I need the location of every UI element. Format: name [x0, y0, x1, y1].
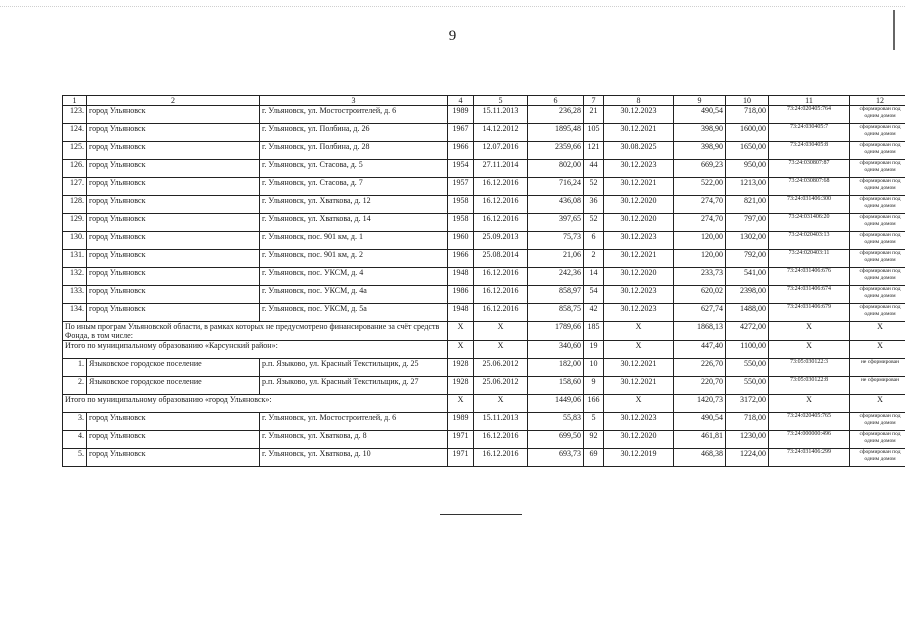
- land-area-cell: 1488,00: [726, 304, 769, 322]
- municipality-cell: Языковское городское поселение: [87, 377, 260, 395]
- cadastral-number-cell: 73:05:030122:8: [769, 377, 850, 395]
- header-cell: 10: [726, 96, 769, 106]
- row-number-cell: 4.: [63, 431, 87, 449]
- address-cell: г. Ульяновск, пос. 901 км, д. 2: [260, 250, 448, 268]
- municipality-cell: город Ульяновск: [87, 232, 260, 250]
- year-cell: 1960: [448, 232, 474, 250]
- address-cell: г. Ульяновск, ул. Хваткова, д. 10: [260, 449, 448, 467]
- cadastral-number-cell: X: [769, 341, 850, 359]
- deadline-cell: X: [604, 341, 674, 359]
- year-cell: 1989: [448, 413, 474, 431]
- deadline-cell: 30.12.2021: [604, 124, 674, 142]
- date-cell: 25.08.2014: [474, 250, 528, 268]
- date-cell: X: [474, 341, 528, 359]
- year-cell: 1958: [448, 214, 474, 232]
- deadline-cell: 30.12.2023: [604, 413, 674, 431]
- year-cell: 1958: [448, 196, 474, 214]
- table-row: [63, 431, 905, 449]
- year-cell: 1966: [448, 142, 474, 160]
- row-number-cell: 132.: [63, 268, 87, 286]
- header-cell: 7: [584, 96, 604, 106]
- area-cell: 340,60: [528, 341, 584, 359]
- land-area-cell: 4272,00: [726, 322, 769, 341]
- year-cell: 1957: [448, 178, 474, 196]
- year-cell: 1971: [448, 449, 474, 467]
- land-status-cell: сформирован под одним домом: [850, 142, 905, 160]
- land-area-cell: 797,00: [726, 214, 769, 232]
- year-cell: 1928: [448, 359, 474, 377]
- deadline-cell: 30.12.2020: [604, 196, 674, 214]
- table-row: [63, 359, 905, 377]
- address-cell: р.п. Языково, ул. Красный Текстильщик, д. 27: [260, 377, 448, 395]
- row-number-cell: 124.: [63, 124, 87, 142]
- value-cell: 522,00: [674, 178, 726, 196]
- value-cell: 620,02: [674, 286, 726, 304]
- deadline-cell: 30.12.2021: [604, 178, 674, 196]
- municipality-cell: город Ульяновск: [87, 214, 260, 232]
- date-cell: 15.11.2013: [474, 106, 528, 124]
- table-row: [63, 214, 905, 232]
- area-cell: 242,36: [528, 268, 584, 286]
- cadastral-number-cell: 73:24:030807:87: [769, 160, 850, 178]
- header-cell: 2: [87, 96, 260, 106]
- residents-cell: 42: [584, 304, 604, 322]
- cadastral-number-cell: 73:05:030122:3: [769, 359, 850, 377]
- row-number-cell: 133.: [63, 286, 87, 304]
- area-cell: 693,73: [528, 449, 584, 467]
- table-row: [63, 250, 905, 268]
- land-status-cell: сформирован под одним домом: [850, 214, 905, 232]
- area-cell: 1895,48: [528, 124, 584, 142]
- date-cell: 16.12.2016: [474, 286, 528, 304]
- address-cell: г. Ульяновск, ул. Хваткова, д. 14: [260, 214, 448, 232]
- land-area-cell: 1213,00: [726, 178, 769, 196]
- deadline-cell: 30.12.2020: [604, 431, 674, 449]
- address-cell: г. Ульяновск, пос. 901 км, д. 1: [260, 232, 448, 250]
- residents-cell: 166: [584, 395, 604, 413]
- value-cell: 461,81: [674, 431, 726, 449]
- table-row: [63, 377, 905, 395]
- area-cell: 1789,66: [528, 322, 584, 341]
- cadastral-number-cell: 73:24:000000:496: [769, 431, 850, 449]
- address-cell: г. Ульяновск, ул. Хваткова, д. 8: [260, 431, 448, 449]
- land-area-cell: 550,00: [726, 377, 769, 395]
- value-cell: 274,70: [674, 214, 726, 232]
- row-number-cell: 127.: [63, 178, 87, 196]
- value-cell: 447,40: [674, 341, 726, 359]
- deadline-cell: 30.12.2021: [604, 359, 674, 377]
- value-cell: 627,74: [674, 304, 726, 322]
- land-status-cell: X: [850, 341, 905, 359]
- address-cell: г. Ульяновск, ул. Стасова, д. 5: [260, 160, 448, 178]
- area-cell: 182,00: [528, 359, 584, 377]
- municipality-cell: город Ульяновск: [87, 106, 260, 124]
- year-cell: 1967: [448, 124, 474, 142]
- summary-row: [63, 322, 905, 341]
- deadline-cell: 30.08.2025: [604, 142, 674, 160]
- row-number-cell: 128.: [63, 196, 87, 214]
- area-cell: 75,73: [528, 232, 584, 250]
- land-status-cell: сформирован под одним домом: [850, 160, 905, 178]
- summary-row: [63, 395, 905, 413]
- table-row: [63, 413, 905, 431]
- address-cell: г. Ульяновск, ул. Мостостроителей, д. 6: [260, 413, 448, 431]
- date-cell: 16.12.2016: [474, 304, 528, 322]
- residents-cell: 10: [584, 359, 604, 377]
- year-cell: 1954: [448, 160, 474, 178]
- deadline-cell: 30.12.2023: [604, 286, 674, 304]
- table-row: [63, 449, 905, 467]
- address-cell: г. Ульяновск, ул. Полбина, д. 28: [260, 142, 448, 160]
- area-cell: 158,60: [528, 377, 584, 395]
- date-cell: 16.12.2016: [474, 268, 528, 286]
- value-cell: 398,90: [674, 142, 726, 160]
- year-cell: 1928: [448, 377, 474, 395]
- municipality-cell: город Ульяновск: [87, 124, 260, 142]
- residents-cell: 5: [584, 413, 604, 431]
- residents-cell: 52: [584, 178, 604, 196]
- land-status-cell: сформирован под одним домом: [850, 268, 905, 286]
- value-cell: 1868,13: [674, 322, 726, 341]
- header-cell: 4: [448, 96, 474, 106]
- value-cell: 490,54: [674, 413, 726, 431]
- date-cell: 25.06.2012: [474, 359, 528, 377]
- address-cell: р.п. Языково, ул. Красный Текстильщик, д. 25: [260, 359, 448, 377]
- row-number-cell: 1.: [63, 359, 87, 377]
- cadastral-number-cell: 73:24:020405:764: [769, 106, 850, 124]
- residents-cell: 21: [584, 106, 604, 124]
- cadastral-number-cell: 73:24:030807:68: [769, 178, 850, 196]
- year-cell: X: [448, 322, 474, 341]
- header-cell: 12: [850, 96, 905, 106]
- cadastral-number-cell: 73:24:020403:13: [769, 232, 850, 250]
- cadastral-number-cell: X: [769, 322, 850, 341]
- value-cell: 468,38: [674, 449, 726, 467]
- table-row: [63, 178, 905, 196]
- deadline-cell: X: [604, 395, 674, 413]
- value-cell: 233,73: [674, 268, 726, 286]
- value-cell: 398,90: [674, 124, 726, 142]
- date-cell: 16.12.2016: [474, 214, 528, 232]
- land-status-cell: сформирован под одним домом: [850, 106, 905, 124]
- address-cell: г. Ульяновск, пос. УКСМ, д. 4: [260, 268, 448, 286]
- municipality-cell: город Ульяновск: [87, 413, 260, 431]
- area-cell: 858,75: [528, 304, 584, 322]
- deadline-cell: 30.12.2019: [604, 449, 674, 467]
- municipality-cell: город Ульяновск: [87, 250, 260, 268]
- summary-row: [63, 341, 905, 359]
- deadline-cell: X: [604, 322, 674, 341]
- municipality-cell: город Ульяновск: [87, 431, 260, 449]
- land-area-cell: 1100,00: [726, 341, 769, 359]
- area-cell: 1449,06: [528, 395, 584, 413]
- date-cell: 16.12.2016: [474, 178, 528, 196]
- land-area-cell: 950,00: [726, 160, 769, 178]
- row-number-cell: 125.: [63, 142, 87, 160]
- value-cell: 120,00: [674, 232, 726, 250]
- table-row: [63, 196, 905, 214]
- residents-cell: 121: [584, 142, 604, 160]
- land-status-cell: сформирован под одним домом: [850, 286, 905, 304]
- municipality-cell: город Ульяновск: [87, 142, 260, 160]
- land-status-cell: сформирован под одним домом: [850, 178, 905, 196]
- residents-cell: 105: [584, 124, 604, 142]
- residents-cell: 44: [584, 160, 604, 178]
- table-row: [63, 286, 905, 304]
- municipality-cell: город Ульяновск: [87, 160, 260, 178]
- date-cell: 16.12.2016: [474, 431, 528, 449]
- year-cell: 1989: [448, 106, 474, 124]
- municipality-cell: Языковское городское поселение: [87, 359, 260, 377]
- date-cell: 14.12.2012: [474, 124, 528, 142]
- land-area-cell: 2398,00: [726, 286, 769, 304]
- residents-cell: 9: [584, 377, 604, 395]
- residents-cell: 69: [584, 449, 604, 467]
- land-area-cell: 718,00: [726, 106, 769, 124]
- deadline-cell: 30.12.2020: [604, 214, 674, 232]
- value-cell: 220,70: [674, 377, 726, 395]
- header-cell: 1: [63, 96, 87, 106]
- row-number-cell: 131.: [63, 250, 87, 268]
- land-area-cell: 1650,00: [726, 142, 769, 160]
- residents-cell: 52: [584, 214, 604, 232]
- row-number-cell: 134.: [63, 304, 87, 322]
- municipality-cell: город Ульяновск: [87, 268, 260, 286]
- housing-registry-table: [62, 95, 905, 467]
- land-status-cell: сформирован под одним домом: [850, 304, 905, 322]
- municipality-cell: город Ульяновск: [87, 449, 260, 467]
- date-cell: 25.06.2012: [474, 377, 528, 395]
- header-cell: 5: [474, 96, 528, 106]
- deadline-cell: 30.12.2021: [604, 250, 674, 268]
- date-cell: 16.12.2016: [474, 449, 528, 467]
- cadastral-number-cell: 73:24:030405:8: [769, 142, 850, 160]
- date-cell: 25.09.2013: [474, 232, 528, 250]
- land-area-cell: 550,00: [726, 359, 769, 377]
- row-number-cell: 129.: [63, 214, 87, 232]
- value-cell: 669,23: [674, 160, 726, 178]
- date-cell: 16.12.2016: [474, 196, 528, 214]
- cadastral-number-cell: 73:24:031406:299: [769, 449, 850, 467]
- land-status-cell: сформирован под одним домом: [850, 413, 905, 431]
- scan-top-dotted-line: [0, 6, 905, 7]
- table-row: [63, 124, 905, 142]
- year-cell: 1971: [448, 431, 474, 449]
- header-cell: 9: [674, 96, 726, 106]
- summary-label: Итого по муниципальному образованию «Карсунский район»:: [63, 341, 448, 359]
- header-cell: 8: [604, 96, 674, 106]
- cadastral-number-cell: 73:24:030405:7: [769, 124, 850, 142]
- year-cell: X: [448, 341, 474, 359]
- area-cell: 21,06: [528, 250, 584, 268]
- date-cell: 15.11.2013: [474, 413, 528, 431]
- address-cell: г. Ульяновск, пос. УКСМ, д. 5а: [260, 304, 448, 322]
- table-row: [63, 268, 905, 286]
- municipality-cell: город Ульяновск: [87, 196, 260, 214]
- residents-cell: 185: [584, 322, 604, 341]
- land-status-cell: сформирован под одним домом: [850, 124, 905, 142]
- date-cell: 12.07.2016: [474, 142, 528, 160]
- table-row: [63, 304, 905, 322]
- end-of-page-rule: [440, 514, 522, 515]
- header-cell: 6: [528, 96, 584, 106]
- land-area-cell: 1600,00: [726, 124, 769, 142]
- land-area-cell: 3172,00: [726, 395, 769, 413]
- residents-cell: 92: [584, 431, 604, 449]
- residents-cell: 2: [584, 250, 604, 268]
- land-area-cell: 792,00: [726, 250, 769, 268]
- value-cell: 1420,73: [674, 395, 726, 413]
- column-number-row: [63, 96, 905, 106]
- land-area-cell: 1230,00: [726, 431, 769, 449]
- value-cell: 120,00: [674, 250, 726, 268]
- row-number-cell: 5.: [63, 449, 87, 467]
- residents-cell: 14: [584, 268, 604, 286]
- header-cell: 3: [260, 96, 448, 106]
- area-cell: 699,50: [528, 431, 584, 449]
- area-cell: 436,08: [528, 196, 584, 214]
- year-cell: 1966: [448, 250, 474, 268]
- date-cell: X: [474, 322, 528, 341]
- cadastral-number-cell: 73:24:020405:765: [769, 413, 850, 431]
- address-cell: г. Ульяновск, ул. Хваткова, д. 12: [260, 196, 448, 214]
- table-row: [63, 232, 905, 250]
- land-status-cell: сформирован под одним домом: [850, 449, 905, 467]
- cadastral-number-cell: 73:24:031406:20: [769, 214, 850, 232]
- header-cell: 11: [769, 96, 850, 106]
- table-row: [63, 142, 905, 160]
- area-cell: 802,00: [528, 160, 584, 178]
- cadastral-number-cell: 73:24:031406:679: [769, 304, 850, 322]
- cadastral-number-cell: 73:24:031406:676: [769, 268, 850, 286]
- area-cell: 236,28: [528, 106, 584, 124]
- residents-cell: 36: [584, 196, 604, 214]
- land-area-cell: 1224,00: [726, 449, 769, 467]
- row-number-cell: 126.: [63, 160, 87, 178]
- land-status-cell: не сформирован: [850, 359, 905, 377]
- year-cell: 1948: [448, 268, 474, 286]
- area-cell: 716,24: [528, 178, 584, 196]
- land-status-cell: не сформирован: [850, 377, 905, 395]
- address-cell: г. Ульяновск, пос. УКСМ, д. 4а: [260, 286, 448, 304]
- table-row: [63, 106, 905, 124]
- deadline-cell: 30.12.2023: [604, 106, 674, 124]
- address-cell: г. Ульяновск, ул. Полбина, д. 26: [260, 124, 448, 142]
- deadline-cell: 30.12.2020: [604, 268, 674, 286]
- row-number-cell: 123.: [63, 106, 87, 124]
- year-cell: 1948: [448, 304, 474, 322]
- cadastral-number-cell: 73:24:020403:11: [769, 250, 850, 268]
- residents-cell: 54: [584, 286, 604, 304]
- land-area-cell: 1302,00: [726, 232, 769, 250]
- deadline-cell: 30.12.2021: [604, 377, 674, 395]
- land-status-cell: сформирован под одним домом: [850, 232, 905, 250]
- land-status-cell: X: [850, 322, 905, 341]
- year-cell: X: [448, 395, 474, 413]
- cadastral-number-cell: 73:24:031406:674: [769, 286, 850, 304]
- residents-cell: 19: [584, 341, 604, 359]
- cadastral-number-cell: X: [769, 395, 850, 413]
- deadline-cell: 30.12.2023: [604, 232, 674, 250]
- deadline-cell: 30.12.2023: [604, 160, 674, 178]
- area-cell: 55,83: [528, 413, 584, 431]
- land-status-cell: X: [850, 395, 905, 413]
- deadline-cell: 30.12.2023: [604, 304, 674, 322]
- residents-cell: 6: [584, 232, 604, 250]
- municipality-cell: город Ульяновск: [87, 304, 260, 322]
- date-cell: X: [474, 395, 528, 413]
- land-status-cell: сформирован под одним домом: [850, 431, 905, 449]
- address-cell: г. Ульяновск, ул. Мостостроителей, д. 6: [260, 106, 448, 124]
- value-cell: 274,70: [674, 196, 726, 214]
- summary-label: По иным програм Ульяновской области, в рамках которых не предусмотрено финансирование за счёт средств Фонда, в том числе:: [63, 322, 448, 341]
- municipality-cell: город Ульяновск: [87, 178, 260, 196]
- date-cell: 27.11.2014: [474, 160, 528, 178]
- summary-label: Итого по муниципальному образованию «город Ульяновск»:: [63, 395, 448, 413]
- row-number-cell: 3.: [63, 413, 87, 431]
- value-cell: 490,54: [674, 106, 726, 124]
- year-cell: 1986: [448, 286, 474, 304]
- land-area-cell: 821,00: [726, 196, 769, 214]
- land-status-cell: сформирован под одним домом: [850, 250, 905, 268]
- row-number-cell: 2.: [63, 377, 87, 395]
- address-cell: г. Ульяновск, ул. Стасова, д. 7: [260, 178, 448, 196]
- land-area-cell: 718,00: [726, 413, 769, 431]
- municipality-cell: город Ульяновск: [87, 286, 260, 304]
- area-cell: 397,65: [528, 214, 584, 232]
- area-cell: 2359,66: [528, 142, 584, 160]
- land-status-cell: сформирован под одним домом: [850, 196, 905, 214]
- cadastral-number-cell: 73:24:031406:300: [769, 196, 850, 214]
- value-cell: 226,70: [674, 359, 726, 377]
- page-number: 9: [448, 28, 457, 44]
- table-row: [63, 160, 905, 178]
- area-cell: 858,97: [528, 286, 584, 304]
- land-area-cell: 541,00: [726, 268, 769, 286]
- row-number-cell: 130.: [63, 232, 87, 250]
